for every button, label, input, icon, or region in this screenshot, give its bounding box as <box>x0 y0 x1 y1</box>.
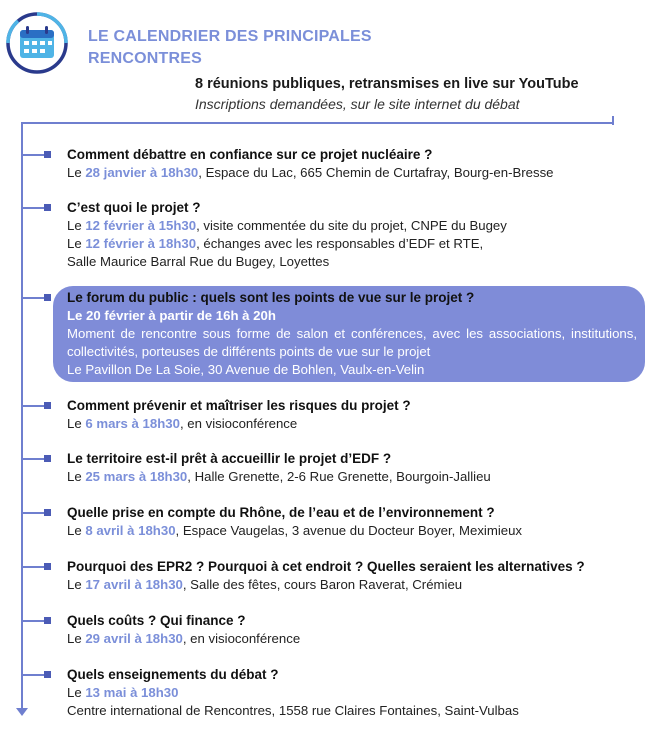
event-item <box>67 449 647 486</box>
timeline-tick <box>21 674 47 676</box>
event-date: 28 janvier à 18h30 <box>85 165 199 180</box>
event-item <box>67 198 647 271</box>
event-location: Le Pavillon De La Soie, 30 Avenue de Bohlen, Vaulx-en-Velin <box>67 362 425 377</box>
event-item <box>67 611 647 648</box>
event-item <box>67 503 647 540</box>
event-item <box>67 145 647 182</box>
event-details: Le 13 mai à 18h30 <box>67 685 179 700</box>
event-location: Salle Maurice Barral Rue du Bugey, Loyettes <box>67 254 330 269</box>
event-date: 8 avril à 18h30 <box>85 523 176 538</box>
event-date: 29 avril à 18h30 <box>85 631 183 646</box>
event-question: Le territoire est-il prêt à accueillir le projet d’EDF ? <box>67 451 392 466</box>
event-question: Quels coûts ? Qui finance ? <box>67 613 246 628</box>
registration-note: Inscriptions demandées, sur le site internet du débat <box>195 96 520 112</box>
event-date: 6 mars à 18h30 <box>85 416 180 431</box>
timeline-tick <box>21 405 47 407</box>
timeline-tick <box>21 566 47 568</box>
event-item-highlighted <box>67 288 637 379</box>
event-question: Comment prévenir et maîtriser les risques du projet ? <box>67 398 411 413</box>
page-title: LE CALENDRIER DES PRINCIPALES RENCONTRES <box>88 28 372 67</box>
event-details: Le 12 février à 18h30, échanges avec les responsables d’EDF et RTE, <box>67 236 484 251</box>
timeline-top-line <box>21 122 614 124</box>
event-question: C’est quoi le projet ? <box>67 200 201 215</box>
timeline-vertical-line <box>21 122 23 712</box>
event-question: Quels enseignements du débat ? <box>67 667 279 682</box>
event-details: Le 17 avril à 18h30, Salle des fêtes, cours Baron Raverat, Crémieu <box>67 577 463 592</box>
timeline-tick <box>21 207 47 209</box>
event-date: 25 mars à 18h30 <box>85 469 188 484</box>
timeline-top-end <box>612 116 614 125</box>
event-location: Centre international de Rencontres, 1558 rue Claires Fontaines, Saint-Vulbas <box>67 703 519 718</box>
event-date: 12 février à 15h30 <box>85 218 197 233</box>
event-item <box>67 396 647 433</box>
event-question: Comment débattre en confiance sur ce projet nucléaire ? <box>67 147 433 162</box>
page-subtitle: 8 réunions publiques, retransmises en live sur YouTube <box>195 76 579 92</box>
timeline-arrow-down-icon <box>16 708 28 716</box>
timeline-tick <box>21 620 47 622</box>
event-details: Le 8 avril à 18h30, Espace Vaugelas, 3 avenue du Docteur Boyer, Meximieux <box>67 523 523 538</box>
event-date: Le 20 février à partir de 16h à 20h <box>67 308 276 323</box>
timeline-tick <box>21 297 47 299</box>
timeline-tick <box>21 458 47 460</box>
event-details: Le 28 janvier à 18h30, Espace du Lac, 665 Chemin de Curtafray, Bourg-en-Bresse <box>67 165 554 180</box>
event-details: Le 6 mars à 18h30, en visioconférence <box>67 416 298 431</box>
event-question: Le forum du public : quels sont les points de vue sur le projet ? <box>67 290 475 305</box>
event-details: Le 12 février à 15h30, visite commentée du site du projet, CNPE du Bugey <box>67 218 507 233</box>
calendar-logo-icon <box>4 10 70 76</box>
event-question: Quelle prise en compte du Rhône, de l’eau et de l’environnement ? <box>67 505 495 520</box>
event-item <box>67 665 647 720</box>
event-date: 17 avril à 18h30 <box>85 577 183 592</box>
timeline-tick <box>21 154 47 156</box>
event-details: Le 25 mars à 18h30, Halle Grenette, 2-6 Rue Grenette, Bourgoin-Jallieu <box>67 469 491 484</box>
event-details: Le 29 avril à 18h30, en visioconférence <box>67 631 301 646</box>
event-date: 12 février à 18h30 <box>85 236 197 251</box>
event-question: Pourquoi des EPR2 ? Pourquoi à cet endroit ? Quelles seraient les alternatives ? <box>67 559 585 574</box>
event-date: 13 mai à 18h30 <box>85 685 179 700</box>
event-item <box>67 557 647 594</box>
timeline-tick <box>21 512 47 514</box>
event-description: Moment de rencontre sous forme de salon et conférences, avec les associations, institutions, collectivités, porteuses de différents points de vue sur le projet <box>67 326 637 359</box>
